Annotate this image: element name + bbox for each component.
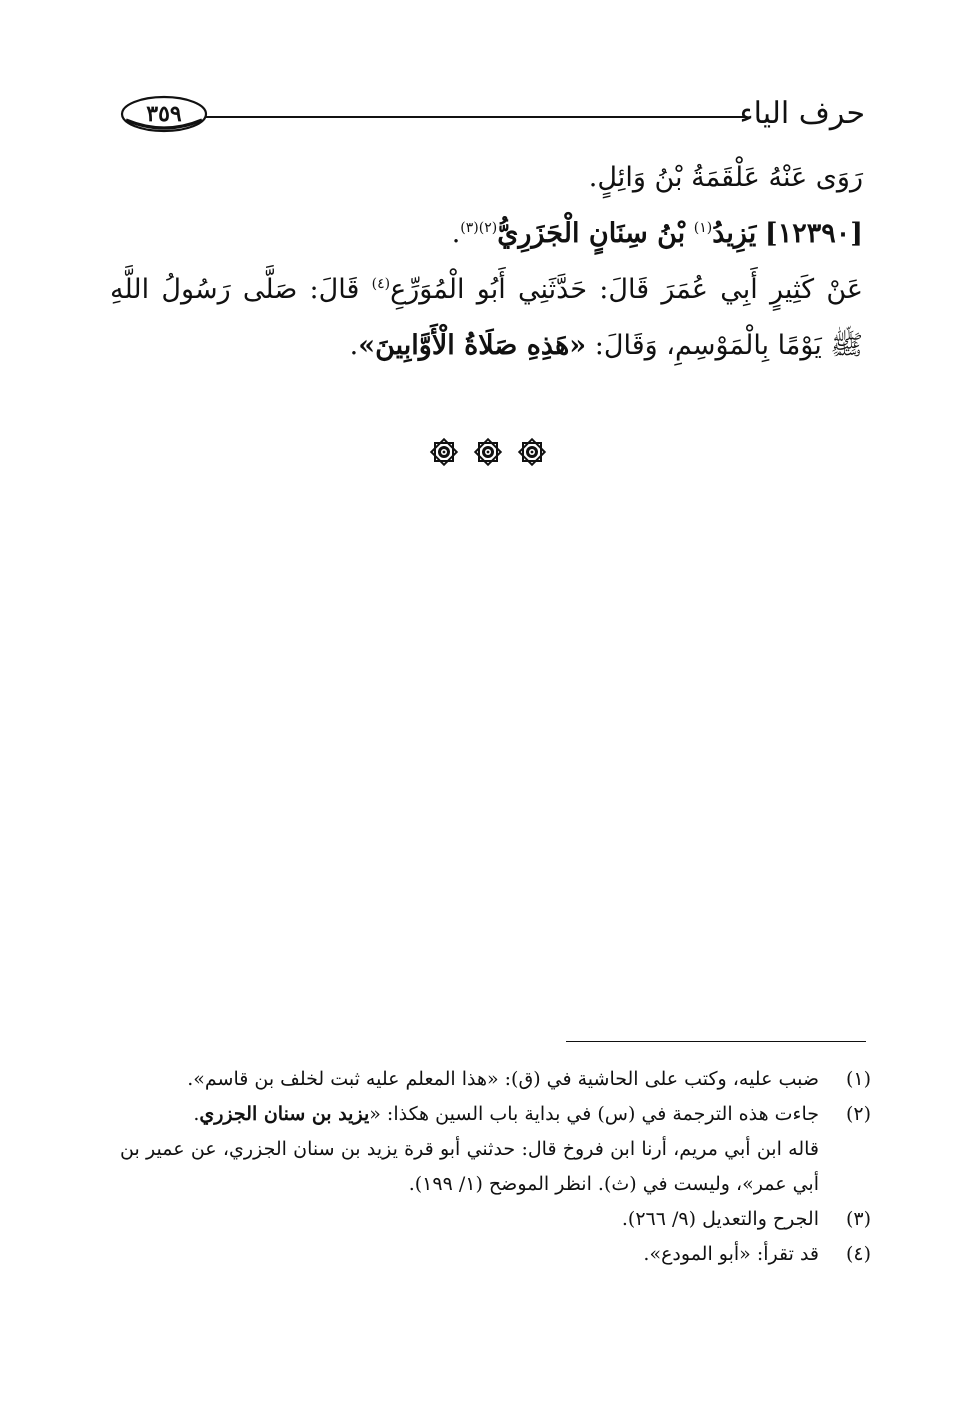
footnote-2 [120,1097,871,1132]
entry-end: . [451,218,461,249]
footnote-4 [120,1237,871,1272]
footnote-text-start: جاءت هذه الترجمة في (س) في بداية باب السين هكذا: « [369,1103,819,1125]
footnote-ref-4[interactable]: (٤) [371,276,391,292]
running-title: حرف الياء [739,96,865,131]
flower-ornament-icon [517,437,547,467]
entry-name-first: يَزِيدُ [712,218,757,249]
footnote-number: (٤) [845,1243,871,1265]
footnote-separator [566,1041,866,1042]
footnotes [120,1062,871,1272]
footnote-1 [120,1062,871,1097]
footnote-bold-name: يزيد بن سنان الجزري [199,1103,370,1125]
footnote-text: قد تقرأ: «أبو المودع». [643,1243,819,1265]
entry-number: [١٢٣٩٠] [764,218,863,249]
footnote-ref-1[interactable]: (١) [693,220,713,236]
footnote-2-continuation: قاله ابن أبي مريم، أرنا ابن فروخ قال: حدثني أبو قرة يزيد بن سنان الجزري، عن عمير بن أبي عمر»، وليست في (ث). انظر الموضح (١/ ١٩٩). [120,1138,819,1195]
footnote-text [120,1097,819,1132]
page-number-oval [120,94,208,134]
hadith-paragraph [110,262,863,374]
footnote-text: الجرح والتعديل (٩/ ٢٦٦). [621,1208,819,1230]
page-number: ٣٥٩ [146,101,182,127]
entry-name-rest: بْنُ سِنَانٍ الْجَزَرِيُّ [497,218,686,249]
entry-heading [110,206,863,262]
footnote-ref-2-3[interactable]: (٢)(٣) [460,220,498,236]
page-header [120,92,865,144]
footnote-number: (٢) [845,1103,871,1125]
flower-ornament-icon [429,437,459,467]
narration-text: رَوَى عَنْهُ عَلْقَمَةُ بْنُ وَائِلٍ. [588,162,863,193]
narration-line [110,150,863,206]
hadith-end: . [349,330,359,361]
section-end-ornaments [0,437,975,471]
hadith-chain: عَنْ كَثِيرٍ أَبِي عُمَرَ قَالَ: حَدَّثَنِي أَبُو الْمُوَرِّعِ [390,274,863,305]
footnote-text-end: . [193,1103,200,1125]
footnote-text: ضبب عليه، وكتب على الحاشية في (ق): «هذا المعلم عليه ثبت لخلف بن قاسم». [187,1068,819,1090]
footnote-3 [120,1202,871,1237]
main-text [110,150,863,374]
hadith-quote: «هَذِهِ صَلَاةُ الْأَوَّابِينَ» [358,330,587,361]
flower-ornament-icon [473,437,503,467]
footnote-number: (١) [845,1068,871,1090]
header-rule [206,116,747,118]
footnote-number: (٣) [845,1208,871,1230]
hadith-text: قَالَ: صَلَّى رَسُولُ اللَّهِ ﷺ يَوْمًا بِالْمَوْسِمِ، وَقَالَ: [110,274,863,361]
